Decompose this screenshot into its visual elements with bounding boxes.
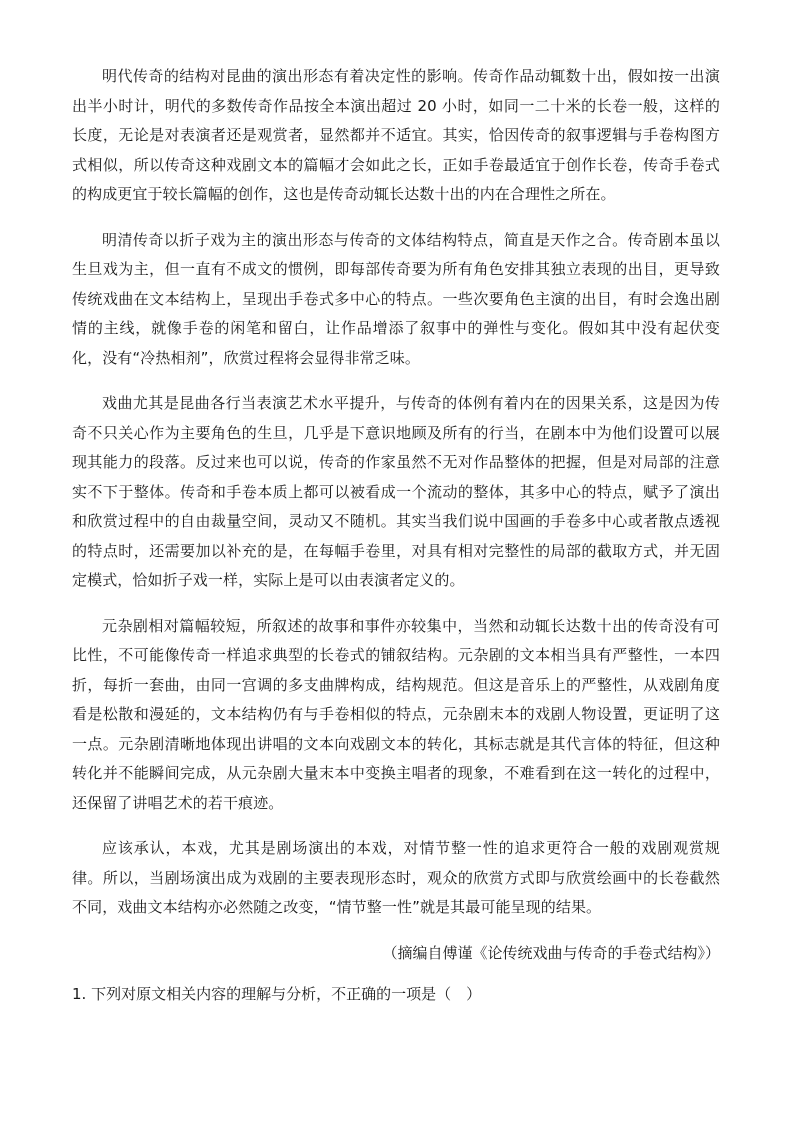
source-citation: （摘编自傅谨《论传统戏曲与传奇的手卷式结构》） [382, 943, 720, 962]
paragraph-5: 应该承认，本戏，尤其是剧场演出的本戏，对情节整一性的追求更符合一般的戏剧观赏规律。所以，当剧场演出成为戏剧的主要表现形态时，观众的欣赏方式即与欣赏绘画中的长卷截然不同，戏曲文本结构亦必然随之改变，“情节整一性”就是其最可能呈现的结果。 [72, 839, 720, 916]
paragraph-1: 明代传奇的结构对昆曲的演出形态有着决定性的影响。传奇作品动辄数十出，假如按一出演出半小时计，明代的多数传奇作品按全本演出超过 20 小时，如同一二十米的长卷一般，这样的长度，无论是对表演者还是观赏者，显然都并不适宜。其实，恰因传奇的叙事逻辑与手卷构图方式相似，所以传奇这种戏剧文本的篇幅才会如此之长，正如手卷最适宜于创作长卷，传奇手卷式的构成更宜于较长篇幅的创作，这也是传奇动辄长达数十出的内在合理性之所在。 [72, 67, 720, 203]
paragraph-3: 戏曲尤其是昆曲各行当表演艺术水平提升，与传奇的体例有着内在的因果关系，这是因为传奇不只关心作为主要角色的生旦，几乎是下意识地顾及所有的行当，在剧本中为他们设置可以展现其能力的段落。反过来也可以说，传奇的作家虽然不无对作品整体的把握，但是对局部的注意实不下于整体。传奇和手卷本质上都可以被看成一个流动的整体，其多中心的特点，赋予了演出和欣赏过程中的自由裁量空间，灵动又不随机。其实当我们说中国画的手卷多中心或者散点透视的特点时，还需要加以补充的是，在每幅手卷里，对具有相对完整性的局部的截取方式，并无固定模式，恰如折子戏一样，实际上是可以由表演者定义的。 [72, 394, 720, 589]
paragraph-4: 元杂剧相对篇幅较短，所叙述的故事和事件亦较集中，当然和动辄长达数十出的传奇没有可比性，不可能像传奇一样追求典型的长卷式的铺叙结构。元杂剧的文本相当具有严整性，一本四折，每折一套曲，由同一宫调的多支曲牌构成，结构规范。但这是音乐上的严整性，从戏剧角度看是松散和漫延的，文本结构仍有与手卷相似的特点，元杂剧末本的戏剧人物设置，更证明了这一点。元杂剧清晰地体现出讲唱的文本向戏剧文本的转化，其标志就是其代言体的特征，但这种转化并不能瞬间完成，从元杂剧大量末本中变换主唱者的现象，不难看到在这一转化的过程中，还保留了讲唱艺术的若干痕迹。 [72, 616, 720, 812]
paragraph-2: 明清传奇以折子戏为主的演出形态与传奇的文体结构特点，简直是天作之合。传奇剧本虽以生旦戏为主，但一直有不成文的惯例，即每部传奇要为所有角色安排其独立表现的出目，更导致传统戏曲在文本结构上，呈现出手卷式多中心的特点。一些次要角色主演的出目，有时会逸出剧情的主线，就像手卷的闲笔和留白，让作品增添了叙事中的弹性与变化。假如其中没有起伏变化，没有“冷热相剂”，欣赏过程将会显得非常乏味。 [72, 230, 720, 367]
question-1: 1. 下列对原文相关内容的理解与分析，不正确的一项是（ ） [72, 984, 482, 1003]
document-page [72, 62, 720, 1009]
